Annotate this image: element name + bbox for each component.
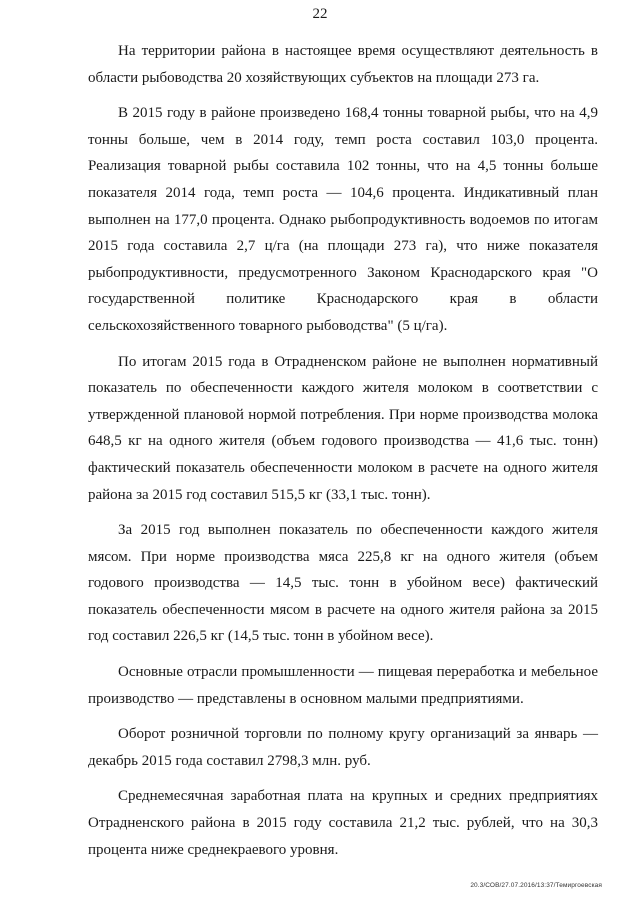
paragraph-fish-farming-entities: На территории района в настоящее время осуществляют деятельность в области рыбоводства 20 хозяйствующих субъектов на площади 273 га. [88,43,598,86]
footer-stamp: 20.3/СОВ/27.07.2016/13:37/Темиргоевская [470,882,602,889]
paragraph-meat-supply: За 2015 год выполнен показатель по обеспеченности каждого жителя мясом. При норме производства мяса 225,8 кг на одного жителя (объем годового производства — 14,5 тыс. тонн в убойном весе) фактический показатель обеспеченности мясом в расчете на одного жителя района за 2015 год составил 226,5 кг (14,5 тыс. тонн в убойном весе). [88,522,598,645]
paragraph-average-salary: Среднемесячная заработная плата на крупных и средних предприятиях Отрадненского района в 2015 году составила 21,2 тыс. рублей, что на 30,3 процента ниже среднекраевого уровня. [88,788,598,858]
paragraph-milk-supply: По итогам 2015 года в Отрадненском районе не выполнен нормативный показатель по обеспеченности каждого жителя молоком в соответствии с утвержденной плановой нормой потребления. При норме производства молока 648,5 кг на одного жителя (объем годового производства — 41,6 тыс. тонн) фактический показатель обеспеченности молоком в расчете на одного жителя района за 2015 год составил 515,5 кг (33,1 тыс. тонн). [88,353,598,503]
page-number: 22 [312,6,328,22]
document-body [88,38,598,863]
paragraph-retail-turnover: Оборот розничной торговли по полному кругу организаций за январь — декабрь 2015 года составил 2798,3 млн. руб. [88,726,598,769]
paragraph-fish-production: В 2015 году в районе произведено 168,4 тонны товарной рыбы, что на 4,9 тонны больше, чем в 2014 году, темп роста составил 103,0 процента. Реализация товарной рыбы составила 102 тонны, что на 4,5 тонны больше показателя 2014 года, темп роста — 104,6 процента. Индикативный план выполнен на 177,0 процента. Однако рыбопродуктивность водоемов по итогам 2015 года составила 2,7 ц/га (на площади 273 га), что ниже показателя рыбопродуктивности, предусмотренного Законом Краснодарского края "О государственной политике Краснодарского края в области сельскохозяйственного товарного рыбоводства" (5 ц/га). [88,105,598,334]
paragraph-industry: Основные отрасли промышленности — пищевая переработка и мебельное производство — представлены в основном малыми предприятиями. [88,664,598,707]
